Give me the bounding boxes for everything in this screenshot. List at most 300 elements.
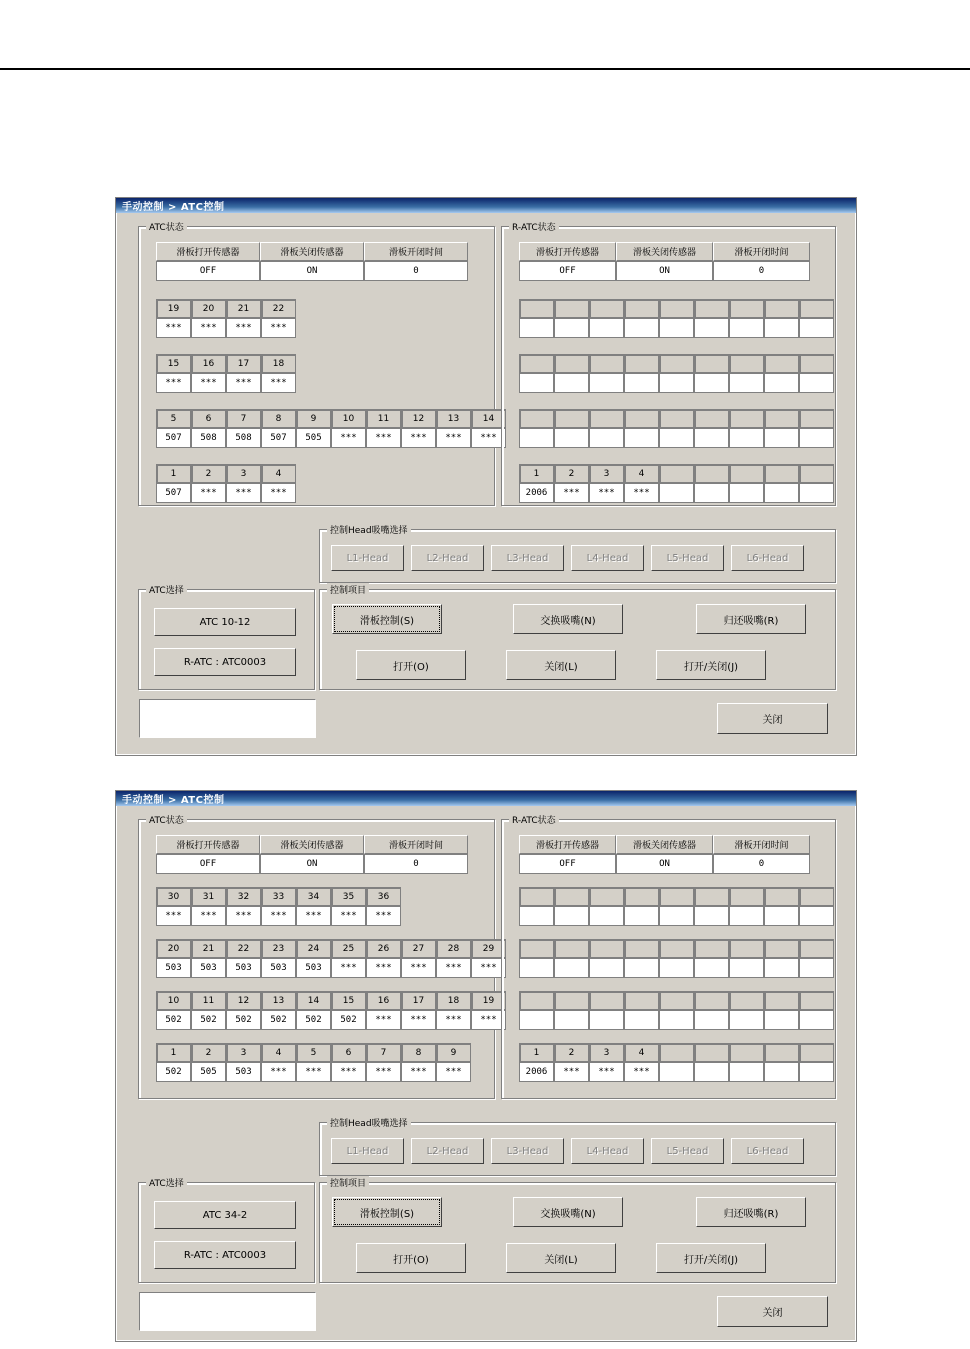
nozzle-value: *** — [261, 906, 296, 926]
nozzle-label: 2 — [554, 1043, 589, 1062]
nozzle-value — [729, 906, 764, 926]
nozzle-label: 18 — [436, 991, 471, 1010]
head-button-l4[interactable]: L4-Head — [571, 545, 644, 571]
nozzle-value — [729, 483, 764, 503]
nozzle-value — [554, 1010, 589, 1030]
ratc-sensor-table — [519, 242, 810, 281]
nozzle-label — [764, 354, 799, 373]
ratc-sensor-header: 滑板关闭传感器 — [616, 242, 713, 261]
nozzle-label — [589, 354, 624, 373]
nozzle-label: 16 — [191, 354, 226, 373]
nozzle-label: 3 — [226, 464, 261, 483]
atc-select-legend: ATC选择 — [146, 583, 187, 596]
nozzle-value — [554, 958, 589, 978]
nozzle-label: 36 — [366, 887, 401, 906]
dialog-close-button[interactable]: 关闭 — [717, 703, 828, 734]
nozzle-value — [624, 1010, 659, 1030]
nozzle-value: *** — [554, 483, 589, 503]
atc-control-dialog-2 — [115, 790, 857, 1342]
head-button-l3[interactable]: L3-Head — [491, 1138, 564, 1164]
nozzle-value — [659, 1010, 694, 1030]
nozzle-label: 25 — [331, 939, 366, 958]
atc-sensor-value: ON — [260, 854, 364, 874]
nozzle-label — [729, 354, 764, 373]
nozzle-label: 14 — [296, 991, 331, 1010]
nozzle-label — [659, 991, 694, 1010]
nozzle-label — [554, 409, 589, 428]
nozzle-value — [589, 373, 624, 393]
dialog-title: 手动控制 > ATC控制 — [122, 202, 225, 213]
atc-sensor-table — [156, 242, 468, 281]
nozzle-label — [764, 887, 799, 906]
open-close-button[interactable]: 打开/关闭(J) — [656, 650, 766, 680]
nozzle-label — [729, 939, 764, 958]
nozzle-value — [659, 1062, 694, 1082]
nozzle-label — [624, 299, 659, 318]
nozzle-value — [694, 906, 729, 926]
head-button-l3[interactable]: L3-Head — [491, 545, 564, 571]
nozzle-value: *** — [624, 1062, 659, 1082]
open-close-button[interactable]: 打开/关闭(J) — [656, 1243, 766, 1273]
nozzle-label — [554, 939, 589, 958]
nozzle-value — [694, 1010, 729, 1030]
nozzle-value: *** — [331, 958, 366, 978]
nozzle-value: 503 — [226, 1062, 261, 1082]
nozzle-label: 17 — [401, 991, 436, 1010]
nozzle-label — [799, 1043, 834, 1062]
nozzle-label: 35 — [331, 887, 366, 906]
nozzle-value — [519, 318, 554, 338]
nozzle-label — [519, 939, 554, 958]
ratc-sensor-header: 滑板开闭时间 — [713, 242, 810, 261]
nozzle-value — [624, 318, 659, 338]
nozzle-value: *** — [589, 1062, 624, 1082]
nozzle-value — [764, 1010, 799, 1030]
nozzle-label — [554, 991, 589, 1010]
atc-nozzle-block — [156, 1043, 471, 1082]
nozzle-value — [729, 428, 764, 448]
head-button-l1[interactable]: L1-Head — [331, 1138, 404, 1164]
nozzle-label: 27 — [401, 939, 436, 958]
status-text-box — [139, 699, 316, 738]
nozzle-value: *** — [296, 906, 331, 926]
nozzle-label — [624, 887, 659, 906]
nozzle-label: 15 — [156, 354, 191, 373]
nozzle-value: *** — [191, 483, 226, 503]
atc-sensor-header: 滑板打开传感器 — [156, 835, 260, 854]
nozzle-value: *** — [261, 483, 296, 503]
atc-sensor-value: 0 — [364, 261, 468, 281]
nozzle-label: 9 — [296, 409, 331, 428]
nozzle-value: *** — [401, 1062, 436, 1082]
control-items-legend: 控制项目 — [327, 1176, 369, 1189]
ratc-sensor-header: 滑板打开传感器 — [519, 835, 616, 854]
nozzle-value: 502 — [191, 1010, 226, 1030]
head-button-l2[interactable]: L2-Head — [411, 1138, 484, 1164]
nozzle-value — [764, 373, 799, 393]
nozzle-value: 503 — [191, 958, 226, 978]
nozzle-label — [799, 354, 834, 373]
nozzle-value: *** — [366, 428, 401, 448]
nozzle-value: 502 — [156, 1010, 191, 1030]
nozzle-label: 17 — [226, 354, 261, 373]
nozzle-value — [659, 428, 694, 448]
nozzle-value — [694, 318, 729, 338]
nozzle-label — [729, 409, 764, 428]
atc-sensor-header: 滑板关闭传感器 — [260, 835, 364, 854]
nozzle-value: *** — [471, 428, 506, 448]
nozzle-value: *** — [226, 906, 261, 926]
nozzle-label: 33 — [261, 887, 296, 906]
nozzle-value — [589, 428, 624, 448]
nozzle-value — [799, 373, 834, 393]
nozzle-label — [519, 991, 554, 1010]
nozzle-value: 502 — [296, 1010, 331, 1030]
page-header-rule — [0, 68, 970, 70]
nozzle-label — [659, 464, 694, 483]
exchange-nozzle-button[interactable]: 交换吸嘴(N) — [513, 604, 623, 634]
nozzle-value — [764, 958, 799, 978]
atc-nozzle-block — [156, 887, 401, 926]
nozzle-value — [624, 958, 659, 978]
nozzle-label: 32 — [226, 887, 261, 906]
nozzle-value: *** — [261, 1062, 296, 1082]
atc-nozzle-block — [156, 464, 296, 503]
nozzle-label — [694, 887, 729, 906]
nozzle-value: *** — [401, 1010, 436, 1030]
atc-sensor-header: 滑板开闭时间 — [364, 835, 468, 854]
nozzle-label — [589, 409, 624, 428]
nozzle-label — [659, 887, 694, 906]
nozzle-value — [799, 318, 834, 338]
nozzle-value: 503 — [156, 958, 191, 978]
nozzle-value — [659, 373, 694, 393]
atc-select-button[interactable]: ATC 34-2 — [154, 1201, 296, 1229]
nozzle-value: *** — [436, 1062, 471, 1082]
nozzle-value — [764, 483, 799, 503]
nozzle-value — [554, 428, 589, 448]
nozzle-value: *** — [471, 958, 506, 978]
nozzle-value — [624, 906, 659, 926]
nozzle-value — [589, 906, 624, 926]
nozzle-value: *** — [156, 373, 191, 393]
nozzle-value: *** — [436, 958, 471, 978]
nozzle-label: 4 — [261, 1043, 296, 1062]
nozzle-label — [589, 887, 624, 906]
ratc-sensor-header: 滑板开闭时间 — [713, 835, 810, 854]
nozzle-value — [729, 373, 764, 393]
nozzle-value — [659, 483, 694, 503]
nozzle-label: 16 — [366, 991, 401, 1010]
nozzle-value: *** — [331, 1062, 366, 1082]
ratc-nozzle-block — [519, 409, 834, 448]
nozzle-value: *** — [366, 958, 401, 978]
nozzle-value: *** — [366, 1010, 401, 1030]
nozzle-value — [799, 428, 834, 448]
nozzle-value — [799, 958, 834, 978]
nozzle-value: 505 — [191, 1062, 226, 1082]
nozzle-value — [764, 1062, 799, 1082]
nozzle-label — [764, 299, 799, 318]
nozzle-label: 10 — [331, 409, 366, 428]
nozzle-value — [624, 428, 659, 448]
nozzle-label — [659, 1043, 694, 1062]
atc-select-button[interactable]: ATC 10-12 — [154, 608, 296, 636]
nozzle-label: 1 — [156, 1043, 191, 1062]
atc-sensor-value: OFF — [156, 261, 260, 281]
atc-nozzle-block — [156, 991, 506, 1030]
ratc-nozzle-block — [519, 991, 834, 1030]
nozzle-value — [799, 483, 834, 503]
nozzle-label: 6 — [191, 409, 226, 428]
ratc-nozzle-block — [519, 939, 834, 978]
atc-nozzle-block — [156, 409, 506, 448]
nozzle-label: 7 — [366, 1043, 401, 1062]
nozzle-label: 22 — [261, 299, 296, 318]
nozzle-value: *** — [191, 906, 226, 926]
nozzle-label — [554, 887, 589, 906]
nozzle-value: 505 — [296, 428, 331, 448]
nozzle-label: 23 — [261, 939, 296, 958]
nozzle-value: 507 — [261, 428, 296, 448]
nozzle-value: *** — [366, 906, 401, 926]
atc-nozzle-block — [156, 939, 506, 978]
open-button[interactable]: 打开(O) — [356, 650, 466, 680]
nozzle-label — [799, 991, 834, 1010]
nozzle-label — [624, 409, 659, 428]
nozzle-label — [589, 939, 624, 958]
nozzle-value: 503 — [226, 958, 261, 978]
nozzle-label: 34 — [296, 887, 331, 906]
nozzle-value: 502 — [156, 1062, 191, 1082]
head-button-l1[interactable]: L1-Head — [331, 545, 404, 571]
nozzle-label: 9 — [436, 1043, 471, 1062]
nozzle-label — [764, 991, 799, 1010]
nozzle-value — [659, 318, 694, 338]
nozzle-label: 20 — [156, 939, 191, 958]
nozzle-label: 12 — [401, 409, 436, 428]
nozzle-label: 11 — [191, 991, 226, 1010]
head-button-l6[interactable]: L6-Head — [731, 1138, 804, 1164]
nozzle-value — [799, 1010, 834, 1030]
nozzle-value — [694, 483, 729, 503]
nozzle-label: 1 — [156, 464, 191, 483]
nozzle-label — [799, 887, 834, 906]
nozzle-label — [659, 409, 694, 428]
nozzle-value — [554, 318, 589, 338]
head-button-l5[interactable]: L5-Head — [651, 545, 724, 571]
atc-sensor-table — [156, 835, 468, 874]
nozzle-value — [659, 906, 694, 926]
nozzle-label: 7 — [226, 409, 261, 428]
nozzle-label — [694, 354, 729, 373]
head-button-l6[interactable]: L6-Head — [731, 545, 804, 571]
nozzle-label: 31 — [191, 887, 226, 906]
nozzle-label — [694, 1043, 729, 1062]
head-select-legend: 控制Head吸嘴选择 — [327, 1116, 411, 1129]
nozzle-value: 503 — [261, 958, 296, 978]
nozzle-label — [589, 299, 624, 318]
close-slide-button[interactable]: 关闭(L) — [506, 1243, 616, 1273]
nozzle-value: *** — [191, 373, 226, 393]
ratc-sensor-value: 0 — [713, 854, 810, 874]
head-select-legend: 控制Head吸嘴选择 — [327, 523, 411, 536]
nozzle-label — [624, 991, 659, 1010]
atc-sensor-header: 滑板开闭时间 — [364, 242, 468, 261]
nozzle-label — [729, 464, 764, 483]
ratc-nozzle-block — [519, 299, 834, 338]
atc-sensor-value: ON — [260, 261, 364, 281]
nozzle-value: *** — [156, 318, 191, 338]
nozzle-value: *** — [261, 318, 296, 338]
nozzle-label: 14 — [471, 409, 506, 428]
nozzle-label — [659, 939, 694, 958]
nozzle-value — [519, 958, 554, 978]
nozzle-label: 1 — [519, 464, 554, 483]
open-button[interactable]: 打开(O) — [356, 1243, 466, 1273]
nozzle-value: *** — [366, 1062, 401, 1082]
ratc-sensor-header: 滑板关闭传感器 — [616, 835, 713, 854]
nozzle-value: 2006 — [519, 1062, 554, 1082]
ratc-select-button[interactable]: R-ATC : ATC0003 — [154, 648, 296, 676]
ratc-sensor-value: ON — [616, 854, 713, 874]
nozzle-label — [694, 991, 729, 1010]
atc-control-dialog-1 — [115, 197, 857, 756]
head-button-l5[interactable]: L5-Head — [651, 1138, 724, 1164]
nozzle-label: 5 — [156, 409, 191, 428]
nozzle-label — [694, 939, 729, 958]
nozzle-label: 28 — [436, 939, 471, 958]
nozzle-label: 13 — [261, 991, 296, 1010]
nozzle-label: 11 — [366, 409, 401, 428]
ratc-status-legend: R-ATC状态 — [509, 220, 559, 233]
ratc-nozzle-block — [519, 354, 834, 393]
nozzle-label — [554, 299, 589, 318]
slide-control-button[interactable]: 滑板控制(S) — [332, 604, 442, 634]
nozzle-label — [764, 939, 799, 958]
nozzle-value: *** — [261, 373, 296, 393]
nozzle-label — [799, 299, 834, 318]
nozzle-value: *** — [191, 318, 226, 338]
atc-sensor-value: OFF — [156, 854, 260, 874]
close-slide-button[interactable]: 关闭(L) — [506, 650, 616, 680]
ratc-select-button[interactable]: R-ATC : ATC0003 — [154, 1241, 296, 1269]
nozzle-value: 508 — [191, 428, 226, 448]
nozzle-label — [764, 1043, 799, 1062]
head-button-l4[interactable]: L4-Head — [571, 1138, 644, 1164]
nozzle-label — [694, 409, 729, 428]
nozzle-value: *** — [436, 428, 471, 448]
atc-nozzle-block — [156, 354, 296, 393]
nozzle-value: *** — [589, 483, 624, 503]
nozzle-label: 21 — [226, 299, 261, 318]
dialog-close-button[interactable]: 关闭 — [717, 1296, 828, 1327]
ratc-sensor-value: 0 — [713, 261, 810, 281]
nozzle-label: 4 — [624, 1043, 659, 1062]
nozzle-value: *** — [226, 373, 261, 393]
nozzle-value — [729, 958, 764, 978]
nozzle-value: *** — [624, 483, 659, 503]
nozzle-label: 4 — [624, 464, 659, 483]
return-nozzle-button[interactable]: 归还吸嘴(R) — [696, 604, 806, 634]
nozzle-label — [519, 887, 554, 906]
nozzle-label — [799, 464, 834, 483]
nozzle-label: 4 — [261, 464, 296, 483]
nozzle-label — [659, 354, 694, 373]
nozzle-label — [764, 464, 799, 483]
nozzle-label: 19 — [471, 991, 506, 1010]
nozzle-label: 5 — [296, 1043, 331, 1062]
ratc-sensor-header: 滑板打开传感器 — [519, 242, 616, 261]
nozzle-value — [589, 958, 624, 978]
head-button-l2[interactable]: L2-Head — [411, 545, 484, 571]
nozzle-label: 3 — [226, 1043, 261, 1062]
atc-sensor-header: 滑板打开传感器 — [156, 242, 260, 261]
nozzle-value: *** — [156, 906, 191, 926]
nozzle-label — [659, 299, 694, 318]
nozzle-label — [764, 409, 799, 428]
ratc-sensor-value: OFF — [519, 854, 616, 874]
nozzle-value: *** — [296, 1062, 331, 1082]
nozzle-value — [799, 906, 834, 926]
nozzle-label — [519, 409, 554, 428]
nozzle-label: 15 — [331, 991, 366, 1010]
atc-select-legend: ATC选择 — [146, 1176, 187, 1189]
nozzle-value: 502 — [226, 1010, 261, 1030]
nozzle-value: 508 — [226, 428, 261, 448]
nozzle-label: 6 — [331, 1043, 366, 1062]
nozzle-value — [694, 428, 729, 448]
nozzle-label — [799, 409, 834, 428]
nozzle-label: 24 — [296, 939, 331, 958]
nozzle-value: *** — [331, 906, 366, 926]
dialog-titlebar[interactable] — [116, 198, 856, 213]
nozzle-value — [519, 373, 554, 393]
nozzle-label — [729, 1043, 764, 1062]
nozzle-value — [764, 906, 799, 926]
nozzle-label: 19 — [156, 299, 191, 318]
nozzle-value — [729, 1010, 764, 1030]
nozzle-value — [519, 906, 554, 926]
nozzle-label — [729, 299, 764, 318]
nozzle-label: 26 — [366, 939, 401, 958]
nozzle-value: *** — [554, 1062, 589, 1082]
nozzle-value — [554, 906, 589, 926]
ratc-status-legend: R-ATC状态 — [509, 813, 559, 826]
atc-status-legend: ATC状态 — [146, 220, 187, 233]
nozzle-label: 18 — [261, 354, 296, 373]
nozzle-value: *** — [331, 428, 366, 448]
return-nozzle-button[interactable]: 归还吸嘴(R) — [696, 1197, 806, 1227]
nozzle-value — [694, 958, 729, 978]
nozzle-label: 3 — [589, 1043, 624, 1062]
nozzle-value: 503 — [296, 958, 331, 978]
nozzle-value — [799, 1062, 834, 1082]
slide-control-button[interactable]: 滑板控制(S) — [332, 1197, 442, 1227]
nozzle-value — [589, 1010, 624, 1030]
nozzle-value — [519, 428, 554, 448]
exchange-nozzle-button[interactable]: 交换吸嘴(N) — [513, 1197, 623, 1227]
ratc-nozzle-block — [519, 1043, 834, 1082]
atc-sensor-value: 0 — [364, 854, 468, 874]
dialog-titlebar[interactable] — [116, 791, 856, 806]
nozzle-label: 2 — [191, 1043, 226, 1062]
ratc-sensor-value: OFF — [519, 261, 616, 281]
nozzle-value — [589, 318, 624, 338]
nozzle-label — [554, 354, 589, 373]
nozzle-value — [729, 1062, 764, 1082]
nozzle-value — [554, 373, 589, 393]
